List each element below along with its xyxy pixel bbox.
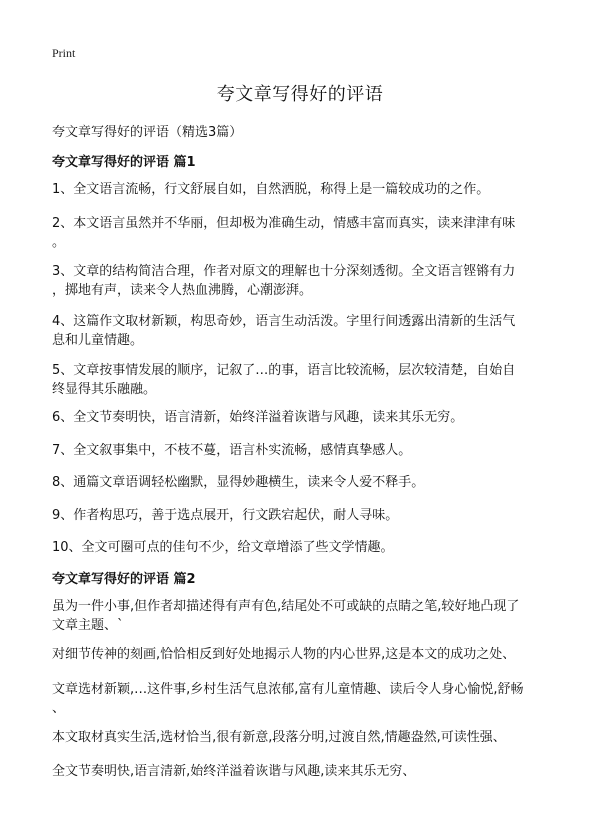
list-item: 全文节奏明快,语言清新,始终洋溢着诙谐与风趣,读来其乐无穷、 [52, 764, 416, 779]
section-heading-2: 夸文章写得好的评语 篇2 [52, 572, 196, 587]
list-item: 对细节传神的刻画,恰恰相反到好处地揭示人物的内心世界,这是本文的成功之处、 [52, 647, 516, 662]
list-item: 8、通篇文章语调轻松幽默，显得妙趣横生，读来令人爱不释手。 [52, 475, 425, 490]
list-item: 1、全文语言流畅，行文舒展自如，自然洒脱，称得上是一篇较成功的之作。 [52, 182, 490, 197]
list-item: 7、全文叙事集中，不枝不蔓，语言朴实流畅，感情真挚感人。 [52, 443, 412, 458]
list-item: 5、文章按事情发展的顺序，记叙了…的事，语言比较流畅，层次较清楚，自始自 终显得其乐融融。 [52, 363, 516, 397]
list-item: 9、作者构思巧，善于选点展开，行文跌宕起伏，耐人寻味。 [52, 508, 399, 523]
list-item: 10、全文可圈可点的佳句不少，给文章增添了些文学情趣。 [52, 540, 394, 555]
page-title: 夸文章写得好的评语 [216, 84, 384, 105]
section-heading-1: 夸文章写得好的评语 篇1 [52, 155, 196, 170]
list-item: 文章选材新颖,…这件事,乡村生活气息浓郁,富有儿童情趣、读后令人身心愉悦,舒畅 、 [52, 682, 524, 716]
list-item: 6、全文节奏明快，语言清新，始终洋溢着诙谐与风趣，读来其乐无穷。 [52, 410, 464, 425]
list-item: 4、这篇作文取材新颖，构思奇妙，语言生动活泼。字里行间透露出清新的生活气 息和儿童情趣。 [52, 314, 516, 348]
list-item: 2、本文语言虽然并不华丽，但却极为准确生动，情感丰富而真实，读来津津有味 。 [52, 216, 516, 250]
list-item: 3、文章的结构简洁合理，作者对原文的理解也十分深刻透彻。全文语言铿锵有力 ，掷地有声，读来令人热血沸腾，心潮澎湃。 [52, 264, 516, 298]
list-item: 本文取材真实生活,选材恰当,很有新意,段落分明,过渡自然,情趣盎然,可读性强、 [52, 730, 506, 745]
print-label: Print [52, 46, 76, 60]
subtitle: 夸文章写得好的评语（精选3篇） [52, 125, 243, 140]
list-item: 虽为一件小事,但作者却描述得有声有色,结尾处不可或缺的点睛之笔,较好地凸现了 文章主题、` [52, 599, 520, 633]
